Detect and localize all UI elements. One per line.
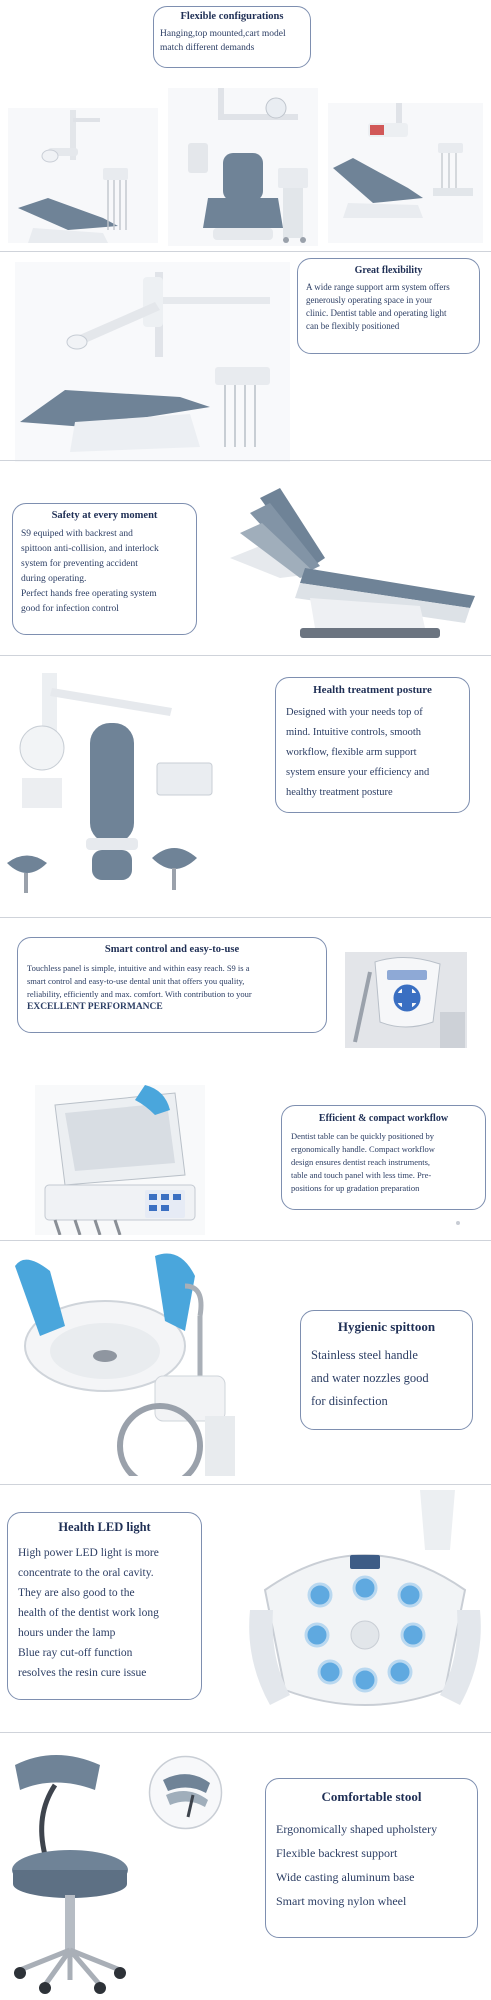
spittoon-title: Hygienic spittoon xyxy=(337,1319,436,1334)
great-flexibility-box xyxy=(297,258,480,354)
led-light-title: Health LED light xyxy=(58,1520,151,1534)
led-light-text: High power LED light is more concentrate to the oral cavity. They are also good to the health of the dentist work long hours under the lamp Blue ray cut-off function resolves the resin cure issue xyxy=(18,1547,159,1679)
great-flexibility-text: A wide range support arm system offers generously operating space in your clinic. Dentist table and operating light can be flexibly positioned xyxy=(306,282,450,331)
section-divider-5 xyxy=(0,1240,491,1241)
spittoon-image xyxy=(5,1246,250,1476)
section-divider-1 xyxy=(0,251,491,252)
stool-title: Comfortable stool xyxy=(321,1789,422,1804)
hanging-model-image xyxy=(8,108,158,243)
workflow-box xyxy=(281,1105,486,1210)
stool-box xyxy=(265,1778,478,1938)
cart-model-image xyxy=(328,103,483,243)
workflow-text: Dentist table can be quickly positioned by ergonomically handle. Compact workflow design ensures dentist reach instruments, table and touch panel with less time. Pre- positions for up gradation preparation xyxy=(291,1131,435,1193)
workflow-title: Efficient & compact workflow xyxy=(318,1113,449,1124)
led-lamp-image xyxy=(245,1490,485,1720)
stool-backrest-detail-image xyxy=(148,1755,223,1830)
great-flexibility-image xyxy=(15,262,290,462)
great-flexibility-title: Great flexibility xyxy=(354,265,423,276)
section-divider-3 xyxy=(0,655,491,656)
smart-control-emphasis: EXCELLENT PERFORMANCE xyxy=(27,1002,163,1012)
safety-box xyxy=(12,503,197,635)
decorative-dot xyxy=(456,1221,460,1225)
treatment-posture-box xyxy=(275,677,470,813)
smart-control-box xyxy=(17,937,327,1033)
treatment-posture-text: Designed with your needs top of mind. Intuitive controls, smooth workflow, flexible arm support system ensure your efficiency and healthy treatment posture xyxy=(286,707,430,798)
led-light-box xyxy=(7,1512,202,1700)
flexible-configurations-title: Flexible configurations xyxy=(180,11,284,22)
flexible-configurations-box xyxy=(153,6,311,68)
safety-title: Safety at every moment xyxy=(51,510,158,521)
spittoon-box xyxy=(300,1310,473,1430)
section-divider-2 xyxy=(0,460,491,461)
spittoon-text: Stainless steel handle and water nozzles good for disinfection xyxy=(311,1348,429,1408)
section-divider-4 xyxy=(0,917,491,918)
top-mounted-model-image xyxy=(168,88,318,246)
stool-image xyxy=(5,1745,135,1995)
treatment-posture-title: Health treatment posture xyxy=(313,684,432,696)
flexible-configurations-text: Hanging,top mounted,cart model match different demands xyxy=(160,29,286,53)
smart-control-title: Smart control and easy-to-use xyxy=(104,944,240,955)
stool-text: Ergonomically shaped upholstery Flexible backrest support Wide casting aluminum base Smart moving nylon wheel xyxy=(276,1822,438,1908)
smart-control-text: Touchless panel is simple, intuitive and within easy reach. S9 is a smart control and easy-to-use dental unit that offers you quality, reliability, efficiently and max. comfort. With contribution to your xyxy=(27,963,252,999)
touch-panel-image xyxy=(345,952,467,1048)
safety-chair-image xyxy=(220,478,482,643)
section-divider-6 xyxy=(0,1484,491,1485)
safety-text: S9 equiped with backrest and spittoon anti-collision, and interlock system for preventing accident during operating. Perfect hands free operating system good for infection control xyxy=(21,529,159,614)
section-divider-7 xyxy=(0,1732,491,1733)
dentist-table-image xyxy=(35,1085,205,1235)
treatment-posture-image xyxy=(2,668,227,903)
